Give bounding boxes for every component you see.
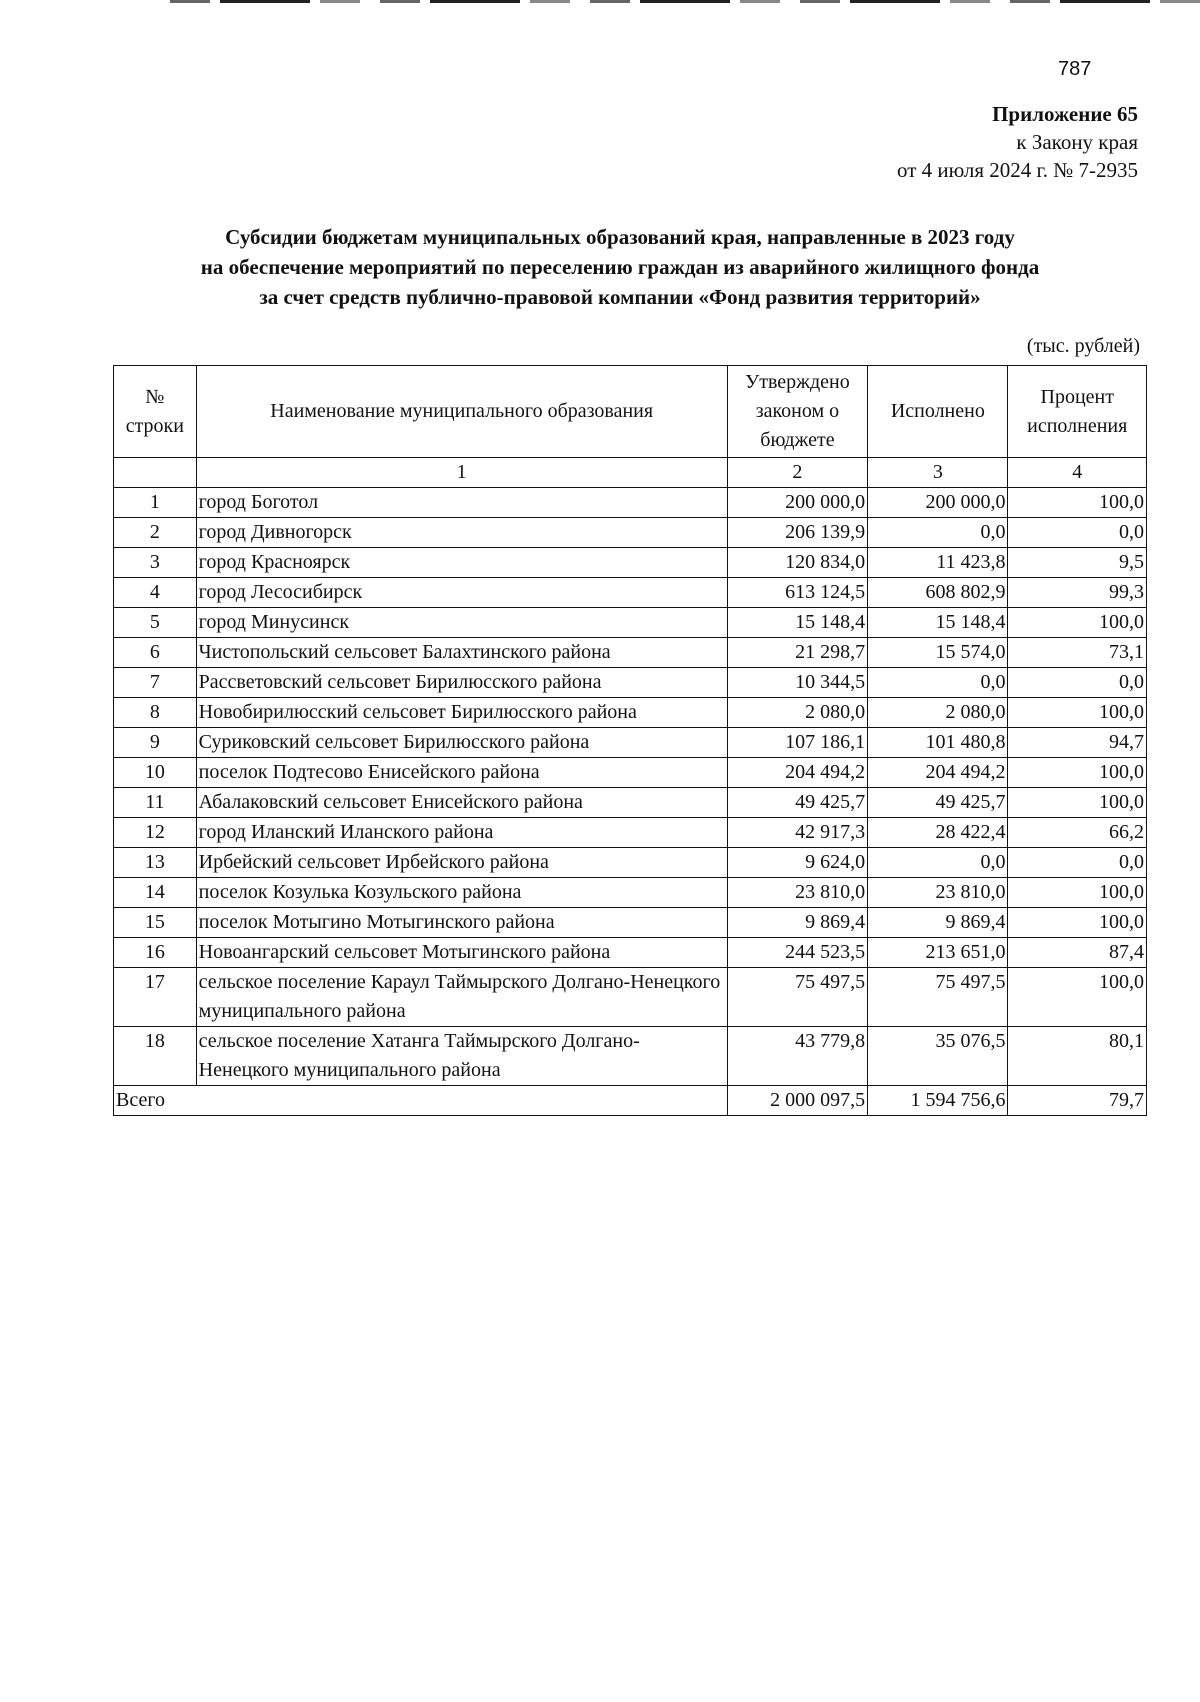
row-percent: 73,1: [1008, 638, 1147, 668]
table-row: [114, 608, 1147, 638]
document-title: [100, 222, 1140, 312]
appendix-header: [897, 100, 1138, 184]
row-approved: 23 810,0: [727, 878, 867, 908]
row-executed: 75 497,5: [868, 968, 1008, 1027]
table-row: [114, 548, 1147, 578]
appendix-law: к Закону края: [1016, 130, 1138, 154]
table-row: [114, 578, 1147, 608]
header-approved: Утверждено законом о бюджете: [727, 366, 867, 458]
row-approved: 21 298,7: [727, 638, 867, 668]
table-row: [114, 728, 1147, 758]
row-approved: 42 917,3: [727, 818, 867, 848]
row-percent: 80,1: [1008, 1027, 1147, 1086]
table-row: [114, 878, 1147, 908]
scan-edge-artifact: [170, 0, 1200, 3]
row-number: 12: [114, 818, 197, 848]
row-executed: 101 480,8: [868, 728, 1008, 758]
row-executed: 23 810,0: [868, 878, 1008, 908]
row-name: Чистопольский сельсовет Балахтинского района: [196, 638, 727, 668]
row-number: 10: [114, 758, 197, 788]
row-percent: 100,0: [1008, 698, 1147, 728]
row-approved: 200 000,0: [727, 488, 867, 518]
row-executed: 35 076,5: [868, 1027, 1008, 1086]
row-approved: 244 523,5: [727, 938, 867, 968]
row-executed: 0,0: [868, 668, 1008, 698]
header-row: [114, 366, 1147, 458]
appendix-date: от 4 июля 2024 г. № 7-2935: [897, 158, 1138, 182]
units-label: (тыс. рублей): [1026, 335, 1140, 357]
row-approved: 206 139,9: [727, 518, 867, 548]
row-name: город Дивногорск: [196, 518, 727, 548]
row-name: город Минусинск: [196, 608, 727, 638]
row-number: 1: [114, 488, 197, 518]
row-percent: 100,0: [1008, 608, 1147, 638]
header-name: Наименование муниципального образования: [196, 366, 727, 458]
row-executed: 200 000,0: [868, 488, 1008, 518]
row-approved: 9 624,0: [727, 848, 867, 878]
row-percent: 0,0: [1008, 848, 1147, 878]
table-row: [114, 938, 1147, 968]
row-executed: 0,0: [868, 518, 1008, 548]
row-executed: 49 425,7: [868, 788, 1008, 818]
table-row: [114, 788, 1147, 818]
table-row: [114, 758, 1147, 788]
table-row: [114, 1027, 1147, 1086]
title-line-3: за счет средств публично-правовой компании «Фонд развития территорий»: [259, 285, 981, 309]
header-percent: Процент исполнения: [1008, 366, 1147, 458]
header-num: № строки: [114, 366, 197, 458]
row-name: город Лесосибирск: [196, 578, 727, 608]
row-percent: 100,0: [1008, 758, 1147, 788]
row-name: поселок Козулька Козульского района: [196, 878, 727, 908]
row-approved: 15 148,4: [727, 608, 867, 638]
row-number: 13: [114, 848, 197, 878]
row-number: 4: [114, 578, 197, 608]
table-row: [114, 848, 1147, 878]
row-executed: 15 574,0: [868, 638, 1008, 668]
table-row: [114, 638, 1147, 668]
row-name: Абалаковский сельсовет Енисейского района: [196, 788, 727, 818]
row-approved: 9 869,4: [727, 908, 867, 938]
row-percent: 0,0: [1008, 668, 1147, 698]
row-name: город Боготол: [196, 488, 727, 518]
index-2: 2: [727, 458, 867, 488]
total-row: [114, 1086, 1147, 1116]
row-number: 8: [114, 698, 197, 728]
row-approved: 107 186,1: [727, 728, 867, 758]
row-number: 16: [114, 938, 197, 968]
row-executed: 0,0: [868, 848, 1008, 878]
page-number: 787: [1058, 58, 1092, 80]
table-row: [114, 668, 1147, 698]
index-4: 4: [1008, 458, 1147, 488]
row-number: 14: [114, 878, 197, 908]
row-name: сельское поселение Караул Таймырского Долгано-Ненецкого муниципального района: [196, 968, 727, 1027]
row-number: 3: [114, 548, 197, 578]
title-line-1: Субсидии бюджетам муниципальных образований края, направленные в 2023 году: [225, 225, 1015, 249]
table-row: [114, 698, 1147, 728]
row-percent: 99,3: [1008, 578, 1147, 608]
title-line-2: на обеспечение мероприятий по переселению граждан из аварийного жилищного фонда: [200, 255, 1040, 279]
row-executed: 15 148,4: [868, 608, 1008, 638]
row-percent: 100,0: [1008, 488, 1147, 518]
row-number: 15: [114, 908, 197, 938]
row-executed: 9 869,4: [868, 908, 1008, 938]
row-name: Новоангарский сельсовет Мотыгинского района: [196, 938, 727, 968]
row-name: Новобирилюсский сельсовет Бирилюсского района: [196, 698, 727, 728]
row-approved: 613 124,5: [727, 578, 867, 608]
row-approved: 204 494,2: [727, 758, 867, 788]
row-percent: 100,0: [1008, 878, 1147, 908]
index-0: [114, 458, 197, 488]
row-percent: 94,7: [1008, 728, 1147, 758]
row-number: 6: [114, 638, 197, 668]
row-name: город Красноярск: [196, 548, 727, 578]
row-name: Суриковский сельсовет Бирилюсского района: [196, 728, 727, 758]
total-label: Всего: [114, 1086, 728, 1116]
row-number: 7: [114, 668, 197, 698]
column-index-row: [114, 458, 1147, 488]
total-percent: 79,7: [1008, 1086, 1147, 1116]
row-number: 11: [114, 788, 197, 818]
row-name: поселок Подтесово Енисейского района: [196, 758, 727, 788]
row-percent: 87,4: [1008, 938, 1147, 968]
row-percent: 100,0: [1008, 788, 1147, 818]
row-approved: 43 779,8: [727, 1027, 867, 1086]
row-approved: 49 425,7: [727, 788, 867, 818]
subsidies-table: [113, 365, 1147, 1116]
row-name: Ирбейский сельсовет Ирбейского района: [196, 848, 727, 878]
row-percent: 100,0: [1008, 908, 1147, 938]
row-percent: 9,5: [1008, 548, 1147, 578]
row-name: сельское поселение Хатанга Таймырского Долгано-Ненецкого муниципального района: [196, 1027, 727, 1086]
row-approved: 120 834,0: [727, 548, 867, 578]
total-executed: 1 594 756,6: [868, 1086, 1008, 1116]
row-percent: 100,0: [1008, 968, 1147, 1027]
row-approved: 75 497,5: [727, 968, 867, 1027]
row-approved: 10 344,5: [727, 668, 867, 698]
index-3: 3: [868, 458, 1008, 488]
row-number: 5: [114, 608, 197, 638]
row-name: Рассветовский сельсовет Бирилюсского района: [196, 668, 727, 698]
row-number: 9: [114, 728, 197, 758]
row-name: город Иланский Иланского района: [196, 818, 727, 848]
row-executed: 11 423,8: [868, 548, 1008, 578]
row-executed: 2 080,0: [868, 698, 1008, 728]
row-approved: 2 080,0: [727, 698, 867, 728]
row-number: 2: [114, 518, 197, 548]
table-row: [114, 488, 1147, 518]
row-percent: 66,2: [1008, 818, 1147, 848]
row-name: поселок Мотыгино Мотыгинского района: [196, 908, 727, 938]
table-row: [114, 518, 1147, 548]
table-row: [114, 908, 1147, 938]
row-percent: 0,0: [1008, 518, 1147, 548]
appendix-title: Приложение 65: [992, 102, 1138, 126]
row-executed: 204 494,2: [868, 758, 1008, 788]
row-executed: 28 422,4: [868, 818, 1008, 848]
row-number: 18: [114, 1027, 197, 1086]
row-executed: 608 802,9: [868, 578, 1008, 608]
row-executed: 213 651,0: [868, 938, 1008, 968]
total-approved: 2 000 097,5: [727, 1086, 867, 1116]
index-1: 1: [196, 458, 727, 488]
table-row: [114, 968, 1147, 1027]
table-row: [114, 818, 1147, 848]
row-number: 17: [114, 968, 197, 1027]
header-executed: Исполнено: [868, 366, 1008, 458]
